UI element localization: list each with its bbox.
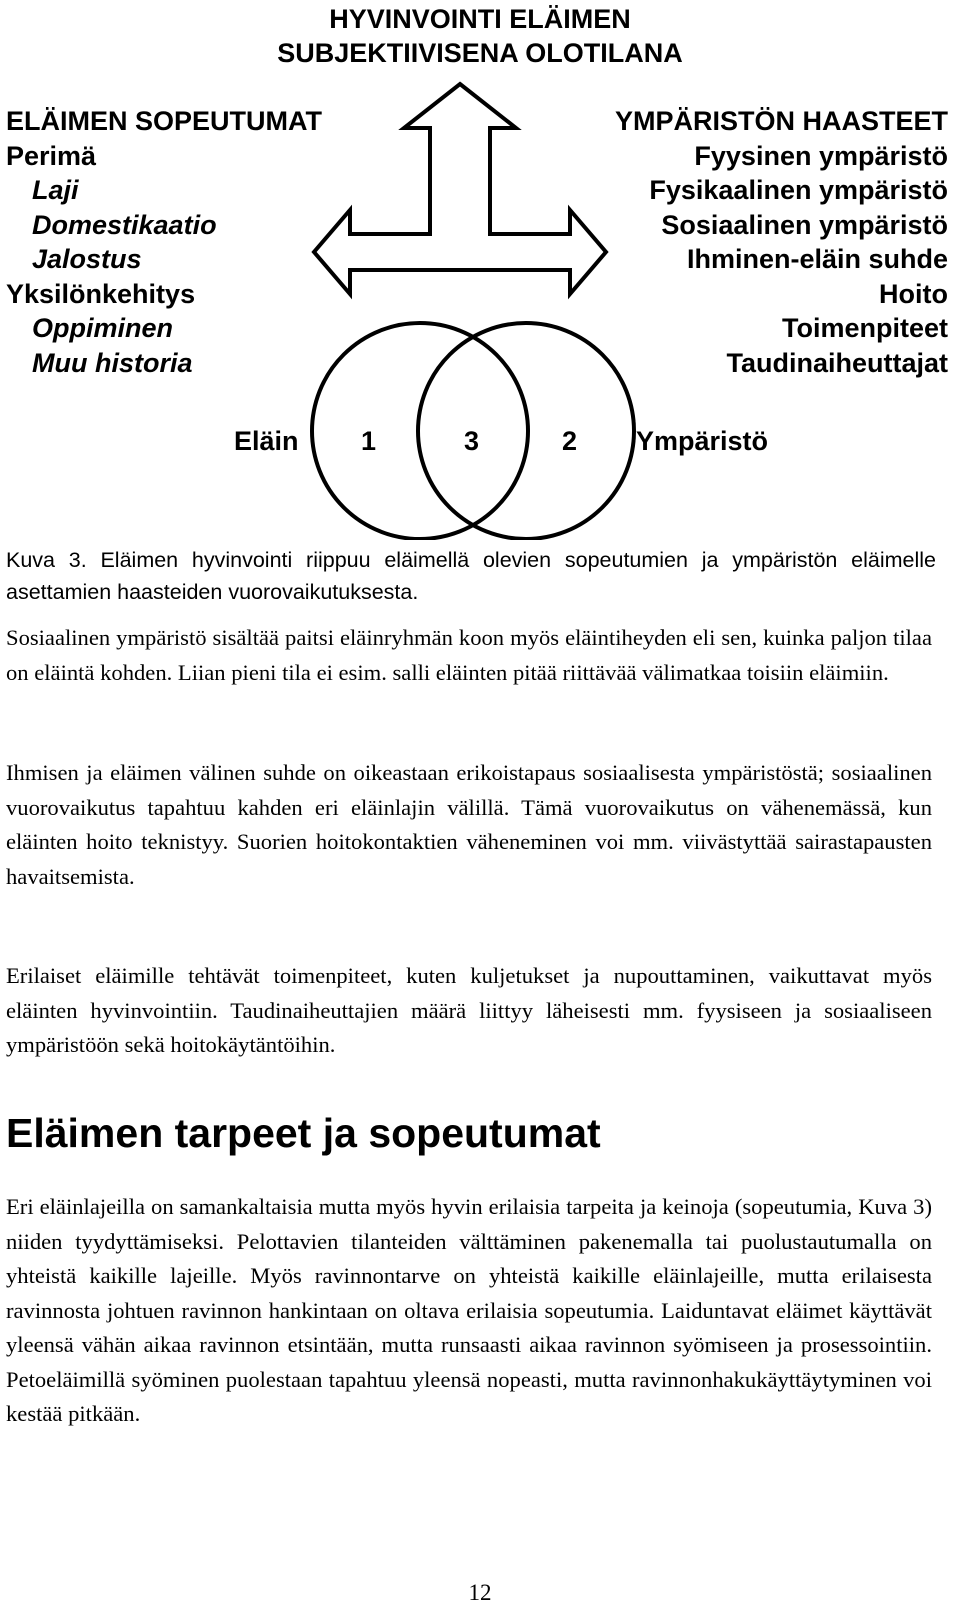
adaptation-item: Jalostus — [32, 244, 142, 274]
figure-title-line-1: HYVINVOINTI ELÄIMEN — [329, 4, 631, 34]
paragraph-procedures: Erilaiset eläimille tehtävät toimenpiteet, kuten kuljetukset ja nupouttaminen, vaikuttavat myös eläinten hyvinvointiin. Taudinaiheuttajien määrä liittyy läheisesti mm. fyysiseen ja sosiaaliseen ympäristöön sekä hoitokäytäntöihin. — [6, 963, 932, 1057]
adaptation-item: Yksilönkehitys — [6, 278, 196, 309]
challenge-item: Fysikaalinen ympäristö — [649, 175, 948, 205]
venn-region-3: 3 — [464, 426, 480, 456]
challenge-item: Taudinaiheuttajat — [726, 347, 948, 378]
challenge-item: Sosiaalinen ympäristö — [661, 209, 948, 240]
challenges-heading: YMPÄRISTÖN HAASTEET — [614, 106, 948, 136]
paragraph-human-animal-relation: Ihmisen ja eläimen välinen suhde on oikeastaan erikoistapaus sosiaalisesta ympäristöstä; sosiaalinen vuorovaikutus tapahtuu kahden eri eläinlajin välillä. Tämä vuorovaikutus on vähenemässä, kun eläinten hoito teknistyy. Suorien hoitokontaktien väheneminen voi mm. viivästyttää sairastapausten havaitsemista. — [6, 760, 932, 889]
figure-caption: Kuva 3. Eläimen hyvinvointi riippuu eläimellä olevien sopeutumien ja ympäristön eläimelle asettamien haasteiden vuorovaikutuksesta. — [6, 548, 936, 604]
figure-title — [0, 2, 960, 70]
page-number: 12 — [468, 1580, 492, 1605]
adaptation-item: Perimä — [6, 140, 97, 171]
venn-region-2: 2 — [562, 426, 578, 456]
challenge-item: Fyysinen ympäristö — [694, 140, 948, 171]
paragraph-needs-adaptations: Eri eläinlajeilla on samankaltaisia mutta myös hyvin erilaisia tarpeita ja keinoja (sopeutumia, Kuva 3) niiden tyydyttämiseksi. Pelottavien tilanteiden välttäminen pakenemalla tai puolustautumalla on yhteistä kaikille lajeille. Myös ravinnontarve on yhteistä kaikille eläinlajeille, mutta erilaisesta ravinnosta johtuen ravinnon hankintaan on oltava erilaisia sopeutumia. Laiduntavat eläimet käyttävät yleensä vähän aikaa ravinnon etsintään, mutta runsaasti aikaa ravinnon syömiseen ja prosessointiin. Petoeläimillä syöminen puolestaan tapahtuu yleensä nopeasti, mutta ravinnonhakukäyttäytyminen voi kestää pitkään. — [6, 1194, 932, 1426]
adaptation-item: Muu historia — [32, 347, 193, 378]
venn-region-1: 1 — [361, 426, 377, 456]
paragraph-social-environment: Sosiaalinen ympäristö sisältää paitsi eläinryhmän koon myös eläintiheyden eli sen, kuinka paljon tilaa on eläintä kohden. Liian pieni tila ei esim. salli eläinten pitää riittävää välimatkaa toisiin eläimiin. — [6, 625, 932, 685]
cross-arrow-shape — [314, 84, 606, 294]
venn-label-animal: Eläin — [234, 426, 299, 456]
adaptation-item: Laji — [32, 175, 79, 205]
challenge-item: Ihminen-eläin suhde — [686, 244, 948, 274]
challenges-list — [615, 104, 948, 380]
welfare-diagram — [0, 0, 960, 540]
figure-title-line-2: SUBJEKTIIVISENA OLOTILANA — [277, 38, 683, 68]
venn-label-environment: Ympäristö — [636, 426, 769, 456]
section-heading: Eläimen tarpeet ja sopeutumat — [6, 1110, 601, 1156]
adaptation-item: Oppiminen — [32, 313, 173, 343]
challenge-item: Hoito — [879, 278, 948, 309]
adaptations-heading: ELÄIMEN SOPEUTUMAT — [6, 106, 322, 136]
adaptation-item: Domestikaatio — [32, 209, 217, 240]
adaptations-list — [6, 104, 322, 380]
challenge-item: Toimenpiteet — [781, 313, 948, 343]
